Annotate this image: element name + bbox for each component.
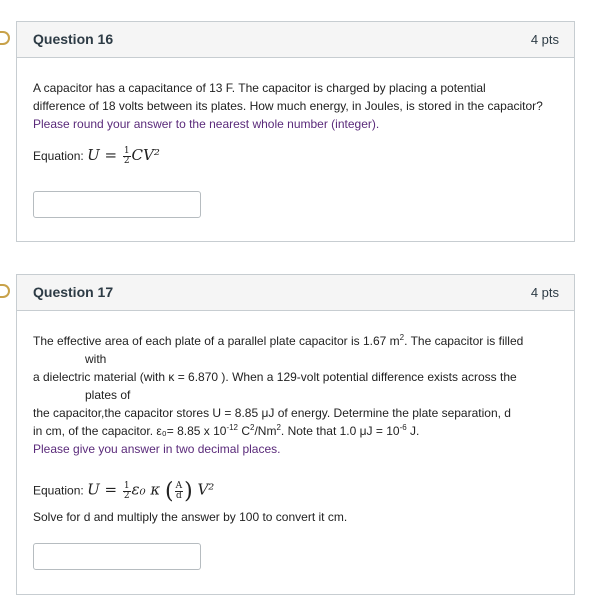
question-17-header <box>17 275 574 311</box>
equation-middle: ε₀ κ <box>131 480 165 499</box>
equation-fraction <box>123 147 131 166</box>
text-part: /Nm <box>254 424 277 438</box>
equation-rhs: CV² <box>131 146 160 164</box>
fraction-denominator: d <box>175 491 182 501</box>
fraction-numerator: 1 <box>123 146 130 157</box>
question-text-line: a dielectric material (with κ = 6.870 ). When a 129-volt potential difference exists across the <box>33 370 517 384</box>
solve-instruction: Solve for d and multiply the answer by 100 to convert it cm. <box>33 510 348 524</box>
text-part: in cm, of the capacitor. ε₀= 8.85 x 10 <box>33 424 227 438</box>
text-part: The effective area of each plate of a parallel plate capacitor is 1.67 m <box>33 334 400 348</box>
question-title: Question 17 <box>33 284 114 300</box>
question-text-line: the capacitor,the capacitor stores U = 8.85 μJ of energy. Determine the plate separation, d <box>33 406 511 420</box>
text-part: J. <box>406 424 420 438</box>
answer-input[interactable] <box>33 543 201 570</box>
fraction-numerator: 1 <box>123 481 130 491</box>
superscript: 2 <box>250 423 255 432</box>
equation-lhs: U = <box>87 146 122 164</box>
equation-fraction <box>123 482 131 501</box>
right-paren: ) <box>184 479 193 504</box>
equation-rhs: V² <box>192 480 215 499</box>
superscript: 2 <box>399 333 405 342</box>
question-text-line <box>33 424 419 438</box>
equation-label: Equation: <box>33 483 84 498</box>
superscript: 2 <box>276 423 281 432</box>
fraction-denominator: 2 <box>123 156 130 167</box>
answer-input[interactable] <box>33 191 201 218</box>
text-part: C <box>238 424 250 438</box>
question-instruction: Please round your answer to the nearest whole number (integer). <box>33 117 380 131</box>
question-points: 4 pts <box>530 285 559 300</box>
question-points: 4 pts <box>530 32 559 47</box>
question-text-line: plates of <box>85 388 131 402</box>
equation-label: Equation: <box>33 149 84 163</box>
question-flag-marker[interactable] <box>0 31 10 45</box>
question-text-line: difference of 18 volts between its plates. How much energy, in Joules, is stored in the capacitor? <box>33 99 543 113</box>
question-text-line: with <box>85 352 107 366</box>
fraction-denominator: 2 <box>123 491 130 501</box>
question-17-card <box>16 274 575 595</box>
question-title: Question 16 <box>33 31 114 47</box>
text-part: . The capacitor is filled <box>404 334 524 348</box>
equation-inner-fraction <box>175 482 184 501</box>
text-part: . Note that 1.0 μJ = 10 <box>280 424 400 438</box>
superscript: -6 <box>399 423 407 432</box>
question-16-card <box>16 21 575 242</box>
fraction-numerator: A <box>175 481 183 491</box>
question-text-line: A capacitor has a capacitance of 13 F. The capacitor is charged by placing a potential <box>33 81 486 95</box>
superscript: -12 <box>226 423 238 432</box>
equation-lhs: U = <box>87 480 122 499</box>
question-instruction: Please give you answer in two decimal places. <box>33 442 281 456</box>
question-16-header <box>17 22 574 58</box>
question-flag-marker[interactable] <box>0 284 10 298</box>
equation <box>33 479 214 504</box>
equation <box>33 146 160 166</box>
left-paren: ( <box>164 479 174 504</box>
question-text-line <box>33 334 523 348</box>
